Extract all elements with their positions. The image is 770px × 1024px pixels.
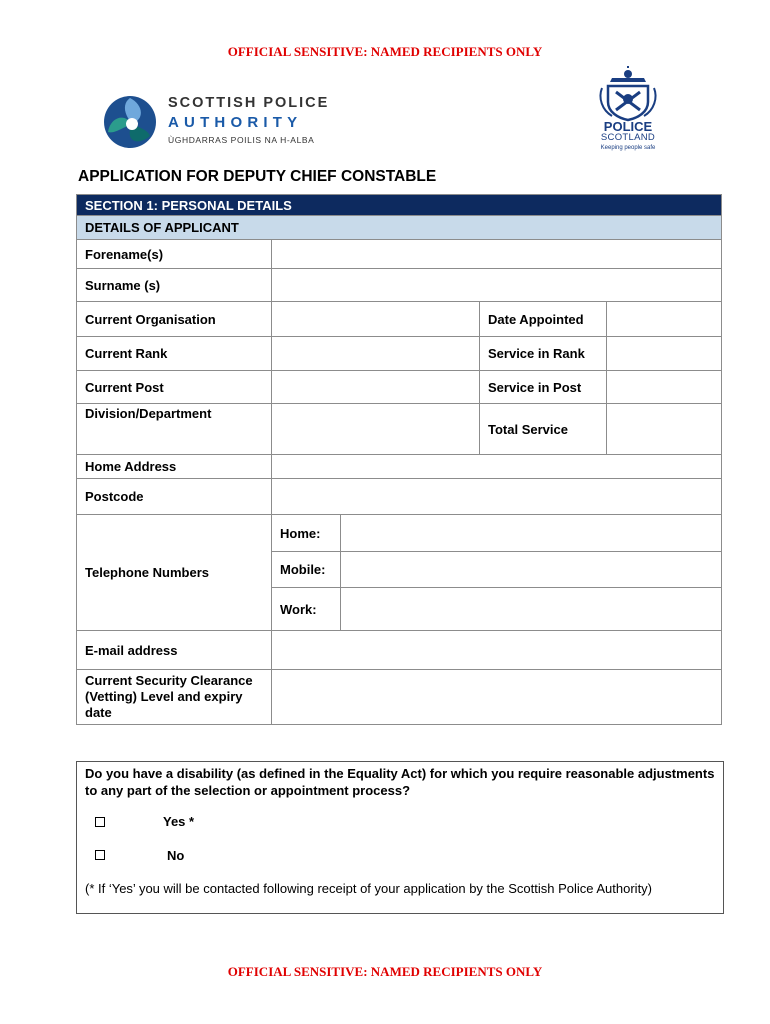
no-option-label: No [167,848,185,863]
security-row [77,670,722,725]
police-scotland-tagline: Keeping people safe [600,145,656,151]
rank-row [77,337,722,371]
home-address-label: Home Address [77,455,272,479]
spa-name-line2: AUTHORITY [168,113,303,131]
mobile-phone-label: Mobile: [272,552,341,588]
disability-question: Do you have a disability (as defined in the Equality Act) for which you require reasonable adjustments to any part of the selection or appointment process? [85,766,715,798]
classification-banner-top: OFFICIAL SENSITIVE: NAMED RECIPIENTS ONLY [227,44,543,59]
email-label: E-mail address [77,631,272,670]
police-scotland-crest-icon [592,66,664,122]
current-organisation-field[interactable] [272,302,480,337]
postcode-field[interactable] [272,479,722,515]
police-scotland-line1: POLICE [603,119,653,134]
telephone-home-row [77,515,722,552]
email-field[interactable] [272,631,722,670]
security-clearance-field[interactable] [272,670,722,725]
current-post-field[interactable] [272,371,480,404]
division-field[interactable] [272,404,480,455]
home-address-field[interactable] [272,455,722,479]
home-phone-field[interactable] [341,515,722,552]
disability-note: (* If ‘Yes’ you will be contacted following receipt of your application by the Scottish Police Authority) [85,881,653,896]
postcode-row [77,479,722,515]
forename-label: Forename(s) [77,240,272,269]
email-row [77,631,722,670]
disability-section [76,761,724,914]
date-appointed-field[interactable] [607,302,722,337]
page-title: APPLICATION FOR DEPUTY CHIEF CONSTABLE [78,168,437,185]
forename-row [77,240,722,269]
surname-label: Surname (s) [77,269,272,302]
section-header: SECTION 1: PERSONAL DETAILS [77,195,722,216]
mobile-phone-field[interactable] [341,552,722,588]
spa-name-gaelic: ÙGHDARRAS POILIS NA H-ALBA [168,134,315,145]
security-clearance-label: Current Security Clearance (Vetting) Level and expiry date [77,670,272,725]
division-label: Division/Department [77,404,272,455]
date-appointed-label: Date Appointed [480,302,607,337]
work-phone-label: Work: [272,588,341,631]
spa-name-line1: SCOTTISH POLICE [168,95,330,111]
police-scotland-line2: SCOTLAND [600,132,656,143]
current-organisation-label: Current Organisation [77,302,272,337]
details-subheader: DETAILS OF APPLICANT [77,216,722,240]
service-in-post-label: Service in Post [480,371,607,404]
division-row [77,404,722,455]
total-service-label: Total Service [480,404,607,455]
no-checkbox[interactable] [95,850,105,860]
current-rank-field[interactable] [272,337,480,371]
organisation-row [77,302,722,337]
post-row [77,371,722,404]
personal-details-table [76,194,722,725]
forename-field[interactable] [272,240,722,269]
yes-option-label: Yes * [163,814,195,829]
current-post-label: Current Post [77,371,272,404]
work-phone-field[interactable] [341,588,722,631]
service-in-rank-field[interactable] [607,337,722,371]
home-address-row [77,455,722,479]
home-phone-label: Home: [272,515,341,552]
spa-emblem-icon [102,94,164,150]
subheader-row [77,216,722,240]
telephone-numbers-label: Telephone Numbers [77,515,272,631]
current-rank-label: Current Rank [77,337,272,371]
yes-checkbox[interactable] [95,817,105,827]
surname-field[interactable] [272,269,722,302]
spa-logo-text [168,96,329,144]
total-service-field[interactable] [607,404,722,455]
service-in-rank-label: Service in Rank [480,337,607,371]
service-in-post-field[interactable] [607,371,722,404]
surname-row [77,269,722,302]
section-header-row [77,195,722,216]
classification-banner-bottom: OFFICIAL SENSITIVE: NAMED RECIPIENTS ONLY [227,964,543,979]
postcode-label: Postcode [77,479,272,515]
